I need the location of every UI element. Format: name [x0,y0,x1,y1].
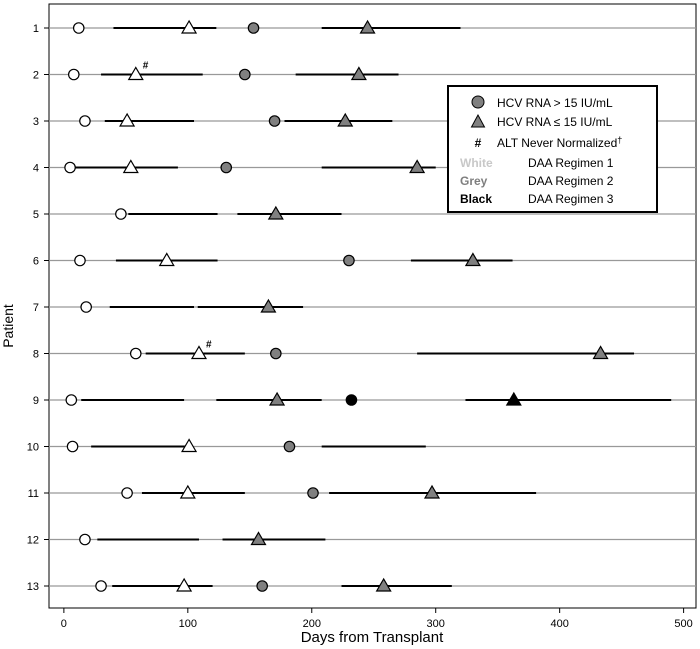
y-tick-label: 9 [32,395,39,407]
legend-key-white: White [460,156,493,170]
hcv-detectable-circle [80,116,90,126]
hcv-detectable-circle [346,395,356,405]
hcv-detectable-circle [122,488,132,498]
hcv-detectable-circle [65,162,75,172]
y-tick-label: 1 [32,23,39,35]
hcv-detectable-circle [308,488,318,498]
legend-label-regimen1: DAA Regimen 1 [528,156,614,170]
y-tick-label: 11 [27,488,39,500]
legend-circle-marker [472,96,484,108]
hcv-detectable-circle [131,348,141,358]
legend-dagger: † [617,135,623,145]
hcv-detectable-circle [248,23,258,33]
x-tick-label: 500 [674,618,693,630]
hcv-detectable-circle [81,302,91,312]
hcv-detectable-circle [344,255,354,265]
hcv-detectable-circle [116,209,126,219]
legend-label-circle: HCV RNA > 15 IU/mL [497,96,613,110]
legend-key-grey: Grey [460,174,488,188]
y-tick-label: 8 [32,348,39,361]
y-tick-label: 7 [32,302,39,314]
y-tick-label: 10 [26,441,39,454]
y-tick-label: 6 [32,255,39,268]
hcv-detectable-circle [67,441,77,451]
alt-never-normalized-mark: # [205,339,212,351]
hcv-detectable-circle [75,255,85,265]
legend-label-alt-text: ALT Never Normalized [497,136,618,150]
hcv-detectable-circle [69,69,79,79]
y-tick-label: 2 [32,69,39,82]
legend-label-alt [497,135,622,150]
hcv-detectable-circle [66,395,76,405]
y-tick-label: 12 [26,534,39,547]
x-tick-label: 300 [426,618,445,630]
hcv-detectable-circle [80,534,90,544]
legend [448,86,657,212]
y-tick-label: 13 [26,581,39,593]
hcv-detectable-circle [269,116,279,126]
hcv-detectable-circle [240,69,250,79]
hcv-detectable-circle [96,581,106,591]
y-tick-label: 5 [32,209,39,221]
legend-label-regimen2: DAA Regimen 2 [528,174,614,188]
hcv-detectable-circle [221,162,231,172]
y-axis [27,23,49,593]
legend-key-black: Black [460,192,493,206]
y-tick-label: 3 [32,116,39,128]
x-tick-label: 200 [302,618,321,630]
legend-hash-symbol: # [474,136,482,150]
hcv-detectable-circle [284,441,294,451]
alt-never-normalized-mark: # [142,60,149,72]
hcv-detectable-circle [271,348,281,358]
y-tick-label: 4 [32,162,39,175]
y-axis-title: Patient [0,304,16,348]
legend-label-regimen3: DAA Regimen 3 [528,192,614,206]
hcv-detectable-circle [257,581,267,591]
x-tick-label: 0 [60,618,67,630]
legend-label-triangle: HCV RNA ≤ 15 IU/mL [497,115,613,129]
x-tick-label: 100 [178,618,197,630]
x-tick-label: 400 [550,618,569,630]
x-axis [61,608,693,630]
x-axis-title: Days from Transplant [300,629,444,646]
hcv-detectable-circle [74,23,84,33]
